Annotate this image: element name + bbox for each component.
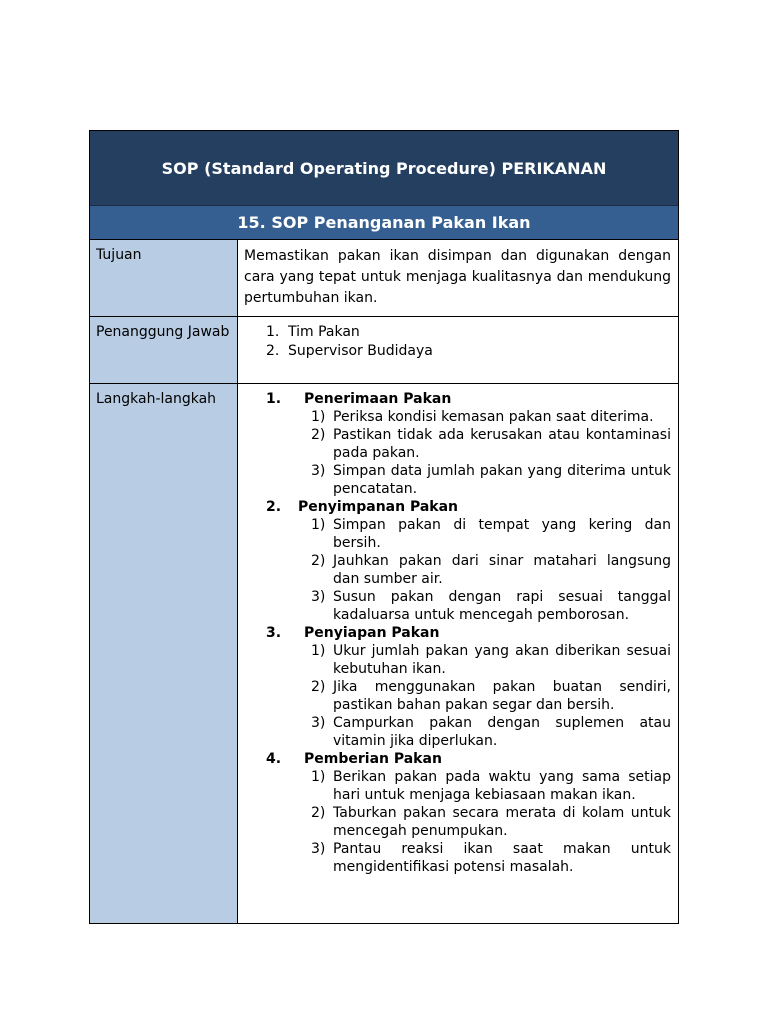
list-item (266, 342, 672, 361)
list-item (266, 323, 672, 342)
langkah-row (90, 384, 678, 923)
step-text: Simpan data jumlah pakan yang diterima untuk pencatatan. (333, 463, 671, 497)
section-heading (266, 750, 671, 768)
section-heading (266, 498, 671, 516)
section-heading (266, 624, 671, 642)
step-text: Simpan pakan di tempat yang kering dan bersih. (333, 517, 671, 551)
step-item (266, 552, 671, 588)
step-text: Periksa kondisi kemasan pakan saat diterima. (333, 409, 654, 425)
step-text: Jika menggunakan pakan buatan sendiri, pastikan bahan pakan segar dan bersih. (333, 679, 671, 713)
list-item-number: 1. (266, 324, 280, 340)
section-number: 4. (266, 751, 282, 767)
step-text: Pastikan tidak ada kerusakan atau kontaminasi pada pakan. (333, 427, 671, 461)
section-title: Pemberian Pakan (304, 751, 442, 767)
section-number: 2. (266, 499, 282, 515)
section-title: Penyiapan Pakan (304, 625, 440, 641)
step-item (266, 426, 671, 462)
penanggung-jawab-label: Penanggung Jawab (90, 317, 238, 383)
sop-table (89, 130, 679, 924)
list-item-text: Tim Pakan (288, 324, 360, 340)
step-text: Berikan pakan pada waktu yang sama setiap hari untuk menjaga kebiasaan makan ikan. (333, 769, 671, 803)
section-heading (266, 390, 671, 408)
section-number: 3. (266, 625, 282, 641)
step-item (266, 678, 671, 714)
step-number: 1) (311, 769, 326, 785)
step-number: 1) (311, 409, 326, 425)
step-text: Jauhkan pakan dari sinar matahari langsung dan sumber air. (333, 553, 671, 587)
langkah-list (238, 384, 678, 923)
document-title: SOP (Standard Operating Procedure) PERIKANAN (90, 131, 678, 206)
step-number: 3) (311, 589, 326, 605)
step-text: Susun pakan dengan rapi sesuai tanggal kadaluarsa untuk mencegah pemborosan. (333, 589, 671, 623)
step-text: Ukur jumlah pakan yang akan diberikan sesuai kebutuhan ikan. (333, 643, 671, 677)
list-item-text: Supervisor Budidaya (288, 343, 433, 359)
step-item (266, 462, 671, 498)
tujuan-label: Tujuan (90, 240, 238, 316)
langkah-label: Langkah-langkah (90, 384, 238, 923)
step-text: Pantau reaksi ikan saat makan untuk mengidentifikasi potensi masalah. (333, 841, 671, 875)
step-item (266, 588, 671, 624)
step-item (266, 714, 671, 750)
step-item (266, 768, 671, 804)
step-item (266, 642, 671, 678)
step-item (266, 804, 671, 840)
step-number: 2) (311, 553, 326, 569)
penanggung-jawab-list (238, 317, 678, 383)
step-number: 2) (311, 679, 326, 695)
tujuan-text: Memastikan pakan ikan disimpan dan digunakan dengan cara yang tepat untuk menjaga kualitasnya dan mendukung pertumbuhan ikan. (244, 248, 671, 306)
step-number: 2) (311, 427, 326, 443)
step-number: 3) (311, 715, 326, 731)
penanggung-jawab-row (90, 317, 678, 384)
list-item-number: 2. (266, 343, 280, 359)
section-title: Penyimpanan Pakan (298, 499, 459, 515)
step-item (266, 408, 671, 426)
step-text: Taburkan pakan secara merata di kolam untuk mencegah penumpukan. (333, 805, 671, 839)
tujuan-row (90, 240, 678, 317)
step-item (266, 516, 671, 552)
step-number: 2) (311, 805, 326, 821)
section-number: 1. (266, 391, 282, 407)
step-text: Campurkan pakan dengan suplemen atau vitamin jika diperlukan. (333, 715, 671, 749)
step-number: 3) (311, 841, 326, 857)
sop-subtitle: 15. SOP Penanganan Pakan Ikan (90, 206, 678, 240)
step-item (266, 840, 671, 876)
step-number: 1) (311, 517, 326, 533)
step-number: 1) (311, 643, 326, 659)
step-number: 3) (311, 463, 326, 479)
section-title: Penerimaan Pakan (304, 391, 452, 407)
